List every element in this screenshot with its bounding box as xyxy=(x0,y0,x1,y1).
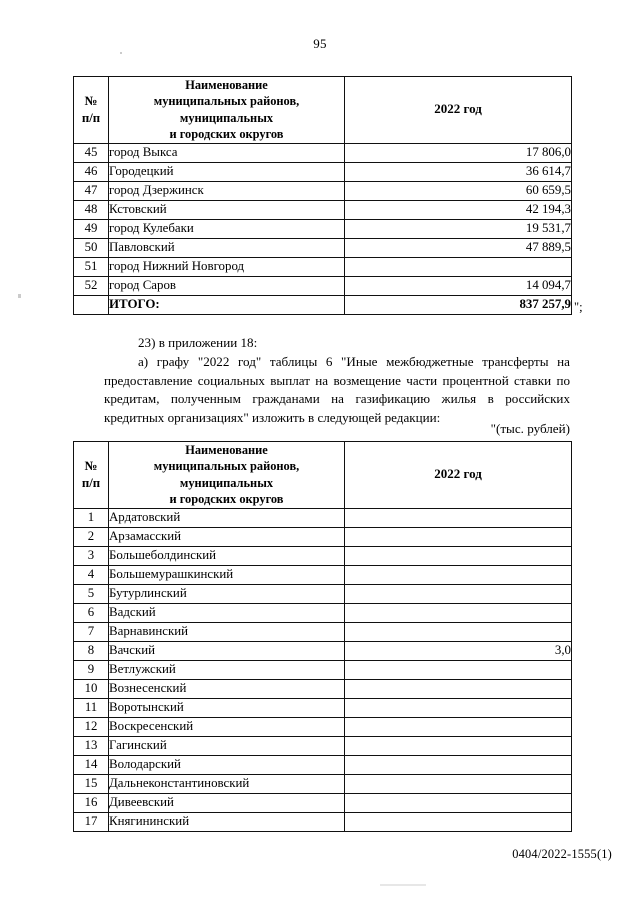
table-row xyxy=(74,755,572,774)
row-number: 12 xyxy=(74,717,109,736)
table-row xyxy=(74,622,572,641)
row-value-2022: 3,0 xyxy=(345,641,572,660)
row-value-2022: 47 889,5 xyxy=(345,238,572,257)
row-value-2022 xyxy=(345,622,572,641)
table-row xyxy=(74,219,572,238)
column-header-name-line4: и городских округов xyxy=(169,127,284,142)
scan-artifact xyxy=(18,294,21,298)
row-municipality-name: Ардатовский xyxy=(109,508,345,527)
row-number: 49 xyxy=(74,219,109,238)
row-municipality-name: Княгининский xyxy=(109,812,345,831)
row-municipality-name: город Кулебаки xyxy=(109,219,345,238)
row-number: 51 xyxy=(74,257,109,276)
row-number: 46 xyxy=(74,162,109,181)
row-municipality-name: Гагинский xyxy=(109,736,345,755)
table-row xyxy=(74,276,572,295)
row-municipality-name: город Дзержинск xyxy=(109,181,345,200)
table-row xyxy=(74,238,572,257)
row-municipality-name: город Нижний Новгород xyxy=(109,257,345,276)
row-value-2022 xyxy=(345,755,572,774)
row-value-2022: 14 094,7 xyxy=(345,276,572,295)
row-municipality-name: Володарский xyxy=(109,755,345,774)
row-value-2022: 42 194,3 xyxy=(345,200,572,219)
row-value-2022 xyxy=(345,660,572,679)
row-value-2022 xyxy=(345,717,572,736)
row-number: 9 xyxy=(74,660,109,679)
table-row xyxy=(74,181,572,200)
row-number: 14 xyxy=(74,755,109,774)
table-row xyxy=(74,603,572,622)
table-row xyxy=(74,679,572,698)
row-municipality-name: Большеболдинский xyxy=(109,546,345,565)
column-header-name-line4: и городских округов xyxy=(169,492,284,507)
row-value-2022: 19 531,7 xyxy=(345,219,572,238)
row-value-2022 xyxy=(345,565,572,584)
row-municipality-name: Арзамасский xyxy=(109,527,345,546)
row-value-2022 xyxy=(345,508,572,527)
row-municipality-name: Воротынский xyxy=(109,698,345,717)
table-row xyxy=(74,162,572,181)
table-row xyxy=(74,565,572,584)
row-municipality-name: Большемурашкинский xyxy=(109,565,345,584)
row-municipality-name: Вознесенский xyxy=(109,679,345,698)
row-value-2022 xyxy=(345,546,572,565)
row-number: 8 xyxy=(74,641,109,660)
table-header-row xyxy=(74,442,572,509)
table-row xyxy=(74,143,572,162)
row-municipality-name: Городецкий xyxy=(109,162,345,181)
row-value-2022: 36 614,7 xyxy=(345,162,572,181)
row-value-2022 xyxy=(345,257,572,276)
table-row xyxy=(74,527,572,546)
table-row xyxy=(74,660,572,679)
column-header-number-line2: п/п xyxy=(81,475,101,490)
row-value-2022: 60 659,5 xyxy=(345,181,572,200)
column-header-number xyxy=(74,442,109,509)
table-total-row xyxy=(74,295,572,314)
table-row xyxy=(74,698,572,717)
column-header-name-line3: муниципальных xyxy=(179,475,274,490)
row-value-2022: 17 806,0 xyxy=(345,143,572,162)
row-value-2022 xyxy=(345,679,572,698)
scan-artifact xyxy=(120,52,122,54)
row-number: 16 xyxy=(74,793,109,812)
table-row xyxy=(74,736,572,755)
column-header-name-line1: Наименование xyxy=(185,78,268,92)
column-header-number xyxy=(74,77,109,144)
row-value-2022 xyxy=(345,736,572,755)
column-header-name-line2: муниципальных районов, xyxy=(153,459,300,474)
row-number: 2 xyxy=(74,527,109,546)
row-number: 4 xyxy=(74,565,109,584)
row-value-2022 xyxy=(345,527,572,546)
row-municipality-name: Дивеевский xyxy=(109,793,345,812)
table-row xyxy=(74,812,572,831)
row-value-2022 xyxy=(345,698,572,717)
row-municipality-name: Воскресенский xyxy=(109,717,345,736)
row-number: 10 xyxy=(74,679,109,698)
table-row xyxy=(74,257,572,276)
row-number: 11 xyxy=(74,698,109,717)
row-municipality-name: Ветлужский xyxy=(109,660,345,679)
row-number: 13 xyxy=(74,736,109,755)
table-row xyxy=(74,793,572,812)
row-value-2022 xyxy=(345,584,572,603)
total-value: 837 257,9 xyxy=(345,295,572,314)
row-value-2022 xyxy=(345,603,572,622)
row-number: 48 xyxy=(74,200,109,219)
column-header-number-line1: № xyxy=(84,458,98,473)
table-row xyxy=(74,641,572,660)
row-municipality-name: Вадский xyxy=(109,603,345,622)
row-municipality-name: Варнавинский xyxy=(109,622,345,641)
row-municipality-name: Павловский xyxy=(109,238,345,257)
table-row xyxy=(74,200,572,219)
column-header-name xyxy=(109,442,345,509)
page-number: 95 xyxy=(313,36,327,51)
row-number: 52 xyxy=(74,276,109,295)
municipalities-table-continued xyxy=(73,76,572,315)
row-value-2022 xyxy=(345,812,572,831)
column-header-name xyxy=(109,77,345,144)
table-header-row xyxy=(74,77,572,144)
units-label: "(тыс. рублей) xyxy=(490,421,570,436)
table-row xyxy=(74,508,572,527)
row-value-2022 xyxy=(345,793,572,812)
column-header-name-line3: муниципальных xyxy=(179,110,274,125)
document-footer-code: 0404/2022-1555(1) xyxy=(512,847,612,861)
column-header-number-line2: п/п xyxy=(81,110,101,125)
row-number: 47 xyxy=(74,181,109,200)
scan-artifact xyxy=(380,884,426,886)
table-row xyxy=(74,774,572,793)
table-body xyxy=(74,143,572,314)
municipalities-table-appendix18 xyxy=(73,441,572,832)
row-number: 3 xyxy=(74,546,109,565)
row-number: 6 xyxy=(74,603,109,622)
column-header-year: 2022 год xyxy=(345,442,572,509)
row-number: 5 xyxy=(74,584,109,603)
row-number: 50 xyxy=(74,238,109,257)
row-number: 17 xyxy=(74,812,109,831)
table-body xyxy=(74,508,572,831)
total-row-number xyxy=(74,295,109,314)
table-row xyxy=(74,717,572,736)
row-number: 15 xyxy=(74,774,109,793)
paragraph-item-23: 23) в приложении 18: xyxy=(138,335,258,350)
row-municipality-name: Кстовский xyxy=(109,200,345,219)
row-municipality-name: город Выкса xyxy=(109,143,345,162)
row-number: 1 xyxy=(74,508,109,527)
row-municipality-name: город Саров xyxy=(109,276,345,295)
column-header-name-line1: Наименование xyxy=(185,443,268,457)
table-row xyxy=(74,584,572,603)
row-value-2022 xyxy=(345,774,572,793)
row-number: 45 xyxy=(74,143,109,162)
row-municipality-name: Дальнеконстантиновский xyxy=(109,774,345,793)
row-municipality-name: Вачский xyxy=(109,641,345,660)
paragraph-item-a: а) графу "2022 год" таблицы 6 "Иные межбюджетные трансферты на предоставление социальных выплат на возмещение части процентной ставки по кредитам, полученным гражданами на газификацию жилья в российских кредитных организациях" изложить в следующей редакции: xyxy=(104,354,570,426)
column-header-year: 2022 год xyxy=(345,77,572,144)
table-row xyxy=(74,546,572,565)
row-municipality-name: Бутурлинский xyxy=(109,584,345,603)
total-label: ИТОГО: xyxy=(109,295,345,314)
column-header-name-line2: муниципальных районов, xyxy=(153,94,300,109)
closing-quote-mark: "; xyxy=(574,300,583,314)
column-header-number-line1: № xyxy=(84,93,98,108)
row-number: 7 xyxy=(74,622,109,641)
